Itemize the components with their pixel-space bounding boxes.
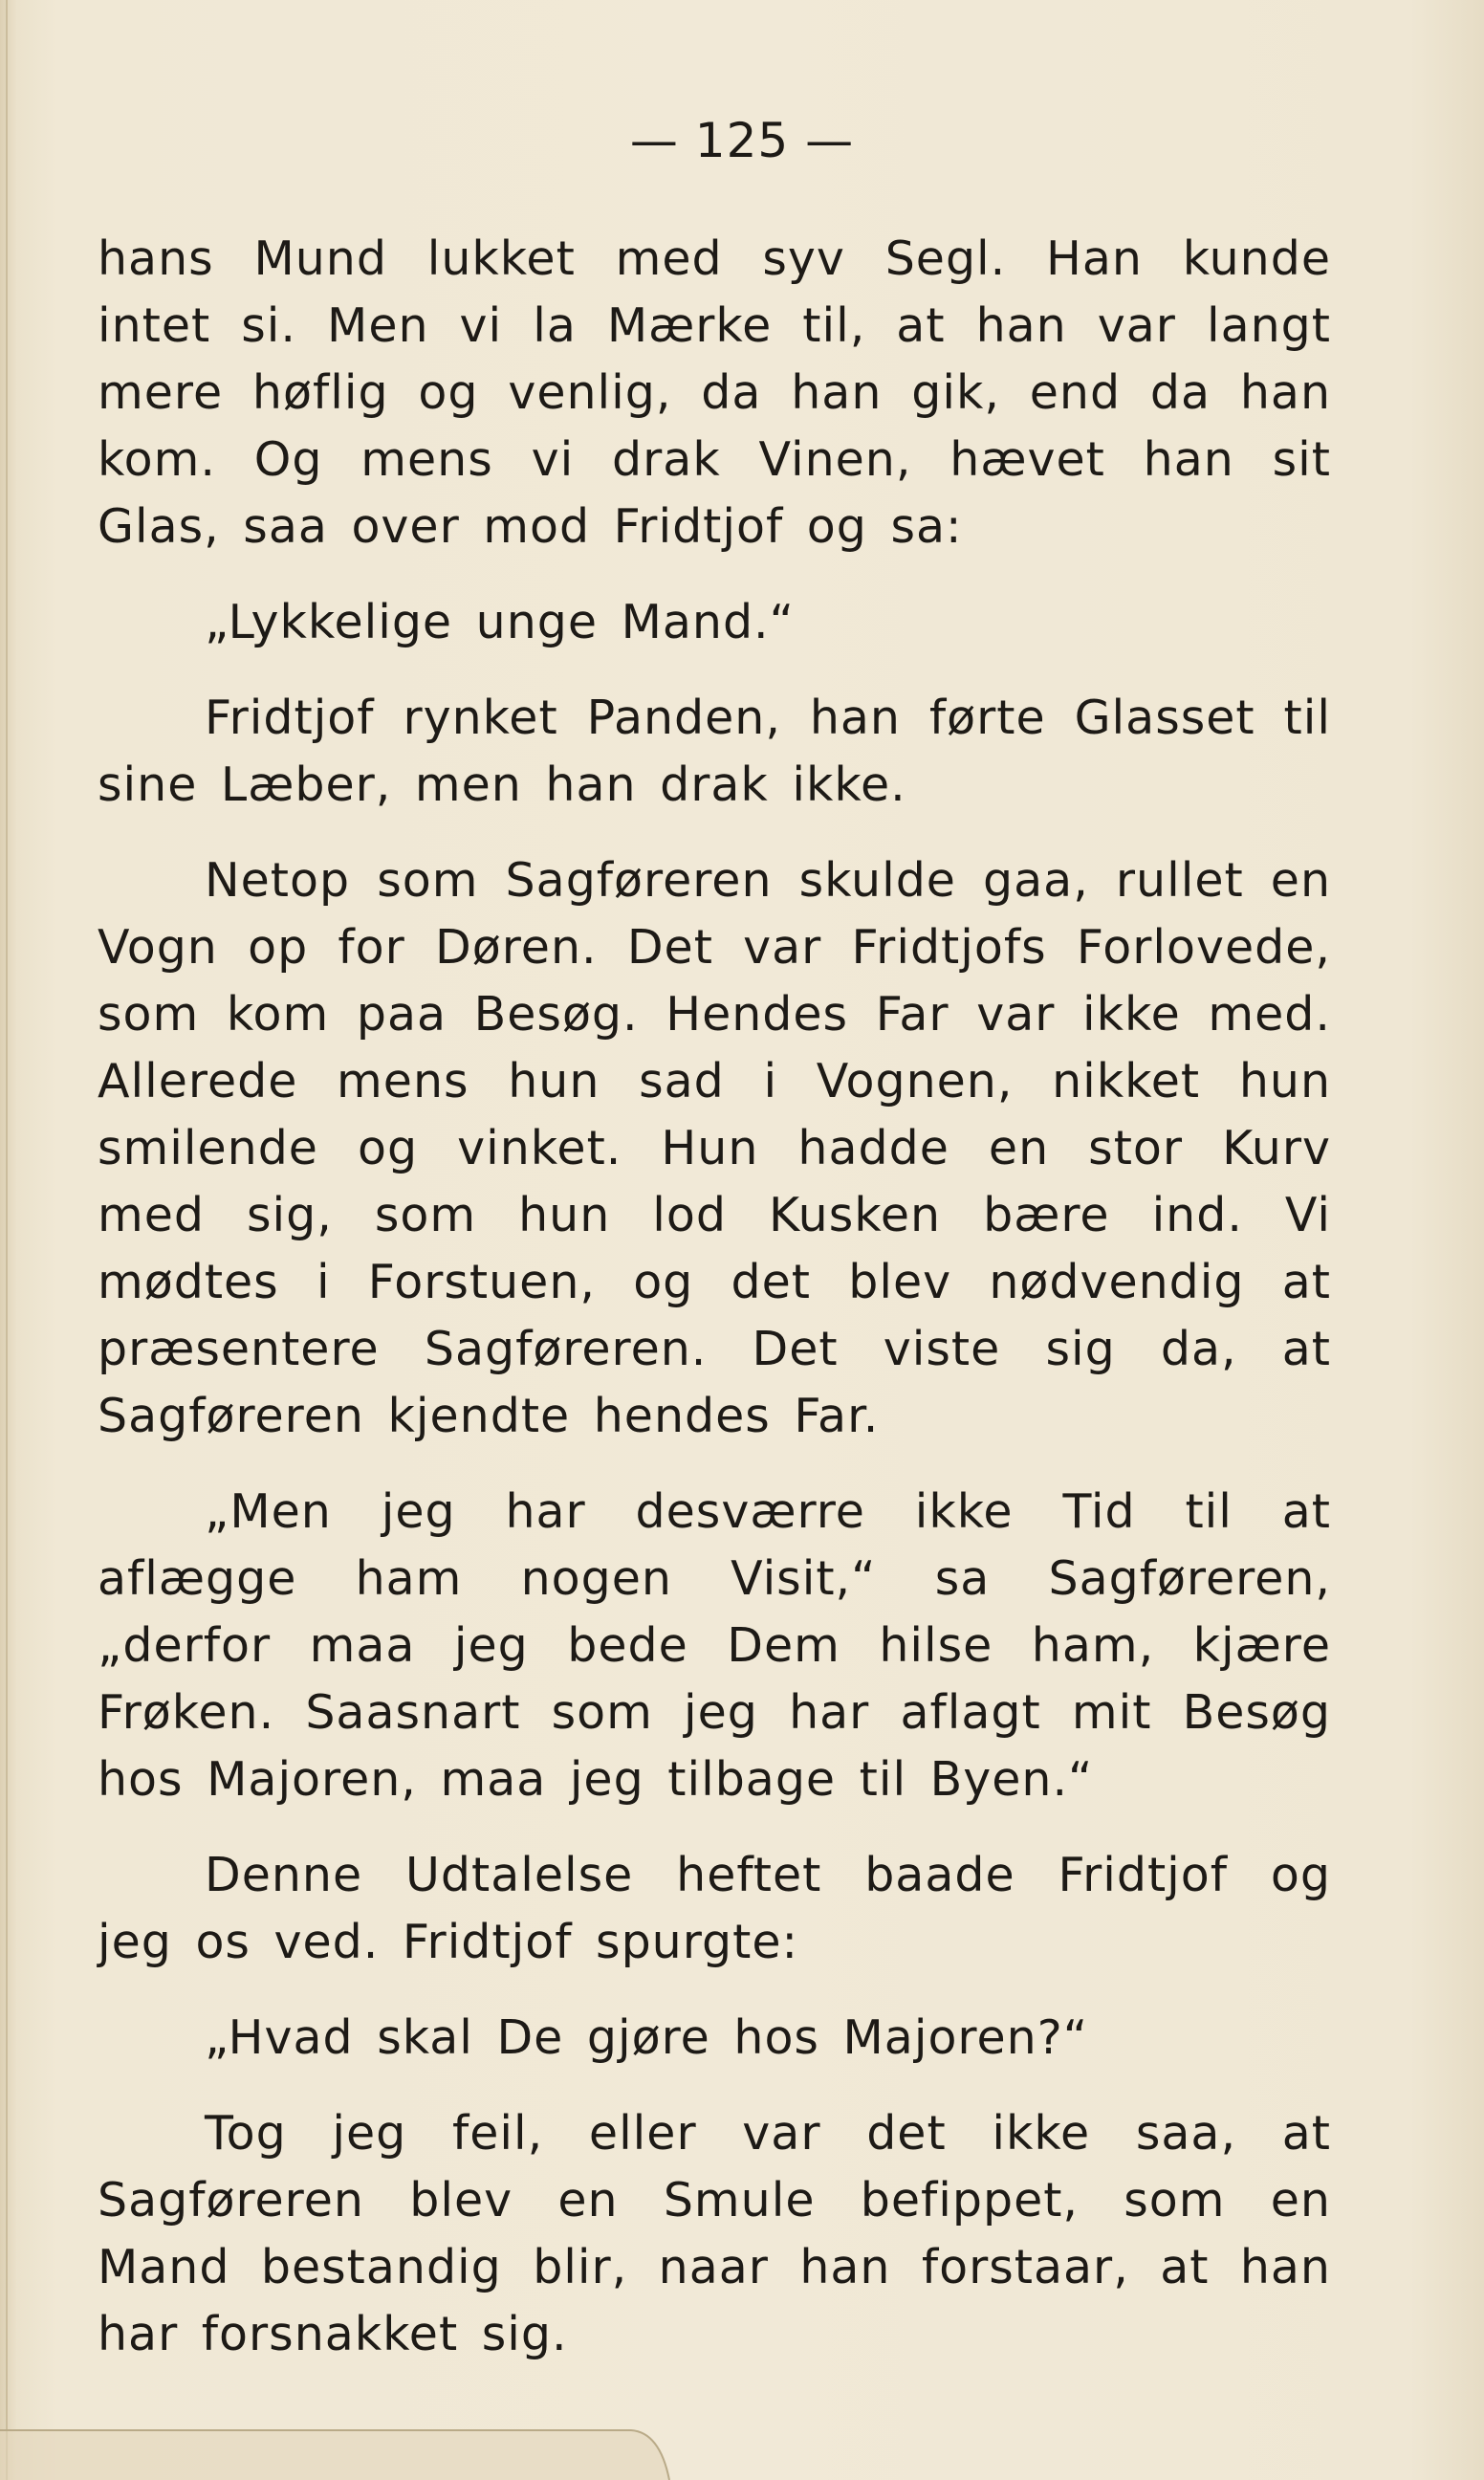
paragraph-6: Denne Udtalelse heftet baade Fridtjof og jeg os ved. Fridtjof spurgte: (98, 1848, 1331, 1969)
paragraph-3: Fridtjof rynket Panden, han førte Glasset til sine Læber, men han drak ikke. (98, 691, 1331, 812)
paragraph-7: „Hvad skal De gjøre hos Majoren?“ (205, 2010, 1089, 2065)
page-edge (6, 0, 8, 2480)
paragraph-5: „Men jeg har desværre ikke Tid til at aflægge ham nogen Visit,“ sa Sagføreren, „derfor maa jeg bede Dem hilse ham, kjære Frøken. Saasnart som jeg har aflagt mit Besøg hos Majoren, maa jeg tilbage til Byen.“ (98, 1484, 1331, 1807)
paragraph-4: Netop som Sagføreren skulde gaa, rullet en Vogn op for Døren. Det var Fridtjofs Forlovede, som kom paa Besøg. Hendes Far var ikke med. Allerede mens hun sad i Vognen, nikket hun smilende og vinket. Hun hadde en stor Kurv med sig, som hun lod Kusken bære ind. Vi mødtes i Forstuen, og det blev nødvendig at præsentere Sagføreren. Det viste sig da, at Sagføreren kjendte hendes Far. (98, 853, 1331, 1443)
paragraph-2: „Lykkelige unge Mand.“ (205, 595, 796, 649)
paragraph-1: hans Mund lukket med syv Segl. Han kunde intet si. Men vi la Mærke til, at han var langt mere høflig og venlig, da han gik, end da han kom. Og mens vi drak Vinen, hævet han sit Glas, saa over mod Fridtjof og sa: (98, 231, 1331, 554)
page-fold-shadow (0, 2403, 1484, 2480)
page-number: — 125 — (629, 113, 855, 168)
page-body (98, 226, 1331, 2368)
paragraph-8: Tog jeg feil, eller var det ikke saa, at Sagføreren blev en Smule befippet, som en Mand bestandig blir, naar han forstaar, at han har forsnakket sig. (98, 2106, 1331, 2361)
